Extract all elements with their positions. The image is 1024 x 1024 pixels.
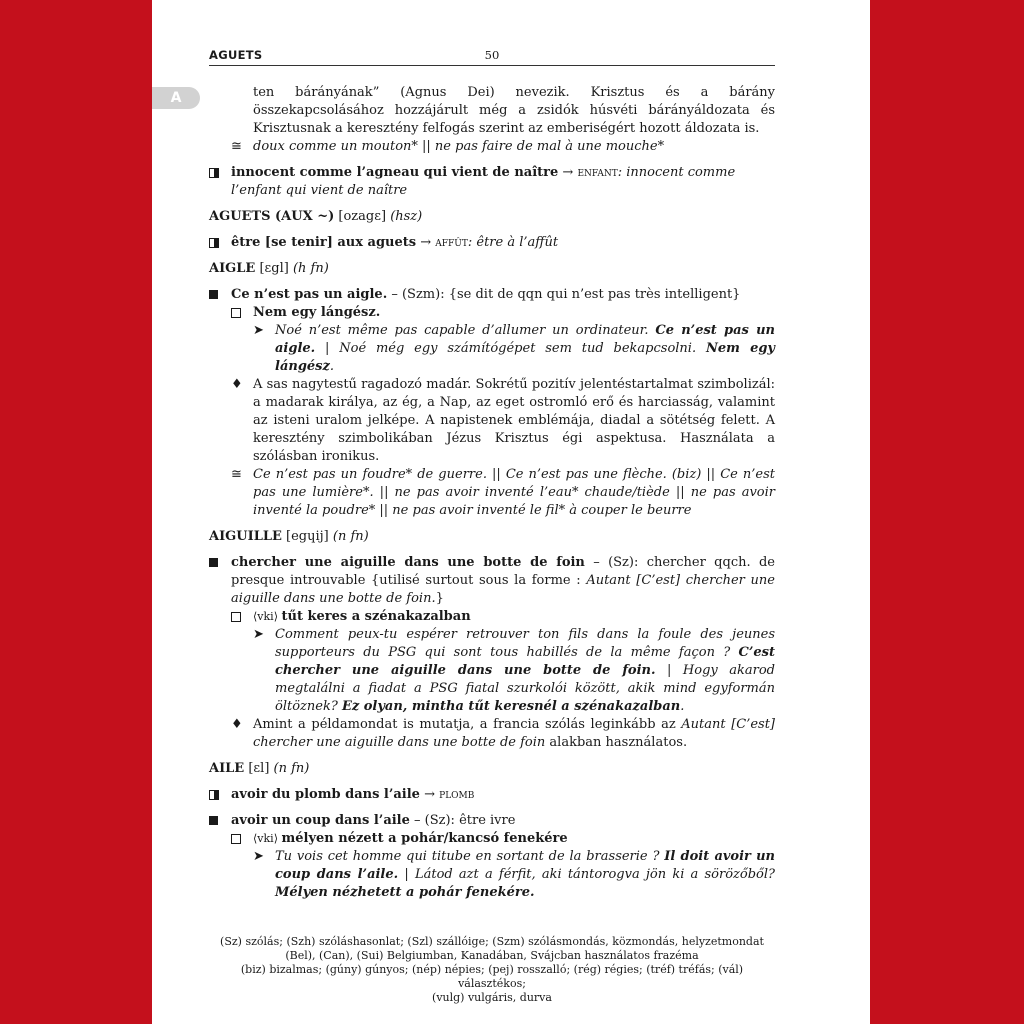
expression-phrase: avoir du plomb dans l’aile xyxy=(231,787,420,802)
example-highlight: Ce n’est pas un aigle. xyxy=(275,323,775,356)
legend-line: (Bel), (Can), (Sui) Belgiumban, Kanadában, Svájcban használatos frazéma xyxy=(285,949,699,962)
page-number: 50 xyxy=(484,48,500,62)
running-head: AGUETS xyxy=(209,48,263,62)
cultural-note xyxy=(209,716,775,752)
grammar-label: (n fn) xyxy=(332,529,369,544)
example-hungarian-highlight: Mélyen nézhetett a pohár fenekére. xyxy=(275,885,535,900)
note-text: Amint a példamondat is mutatja, a francia szólás leginkább az xyxy=(253,717,682,732)
hungarian-equivalent xyxy=(209,830,775,848)
synonyms xyxy=(209,466,775,520)
example-french: Comment peux-tu espérer retrouver ton fils dans la foule des jeunes supporteurs du PSG qui sont tous habillés de la même façon ? xyxy=(275,627,775,660)
example-sentence xyxy=(209,848,775,902)
headword-aiguille xyxy=(209,528,775,546)
abbreviation-legend xyxy=(209,935,775,1005)
example-sentence xyxy=(209,626,775,716)
note-end: alakban használatos. xyxy=(545,735,688,750)
expression-plomb xyxy=(209,786,775,804)
headword: AIGUILLE xyxy=(209,529,282,544)
headword: AGUETS (AUX ~) xyxy=(209,209,335,224)
example-separator: | xyxy=(655,663,683,678)
definition-form: Autant [C’est] chercher une aiguille dans une botte de foin. xyxy=(231,573,775,606)
synonym-text: Ce n’est pas un foudre* de guerre. || Ce n’est pas une flèche. (biz) || Ce n’est pas une lumière*. || ne pas avoir inventé l’eau* chaude/tiède || ne pas avoir inventé la poudre* || ne pas avoir inventé le fil* à couper le beurre xyxy=(253,467,775,518)
cross-reference: affût xyxy=(435,235,468,250)
approx-icon: ≅ xyxy=(231,139,242,154)
pronunciation: [egɥij] xyxy=(286,529,329,544)
expression-equivalent: : innocent comme l’enfant qui vient de naître xyxy=(231,165,736,198)
intro-note: ten bárányának” (Agnus Dei) nevezik. Krisztus és a bárány összekapcsolásához hozzájárult még a zsidók húsvéti bárányáldozata és Krisztusnak a keresztény felfogás szerint az emberiségért hozott áldozata is. xyxy=(253,85,775,136)
arrow-icon: → xyxy=(420,235,432,250)
note-form: Autant [C’est] chercher une aiguille dans une botte de foin xyxy=(253,717,776,750)
approx-icon: ≅ xyxy=(231,467,242,482)
expression-agneau xyxy=(209,164,775,200)
example-hungarian-highlight: Ez olyan, mintha tűt keresnél a szénakazalban xyxy=(341,699,681,714)
expression-definition: – (Sz): être ivre xyxy=(409,813,516,828)
pronunciation: [ɛgl] xyxy=(259,261,289,276)
hungarian-equivalent xyxy=(209,304,775,322)
example-hungarian: Látod azt a férfit, aki tántorogva jön ki a sörözőből? xyxy=(414,867,776,882)
expression-phrase: Ce n’est pas un aigle. xyxy=(231,287,388,302)
page-header xyxy=(209,47,775,66)
example-hungarian: Noé még egy számítógépet sem tud bekapcsolni. xyxy=(339,341,706,356)
note-text: A sas nagytestű ragadozó madár. Sokrétű pozitív jelentéstartalmat szimbolizál: a madarak királya, az ég, a Nap, az eget ostromló erő és harciasság, valamint az isteni uralom jelképe. A napistenek emblémája, diadal a sötétség felett. A keresztény szimbolikában Jézus Krisztus égi aspektusa. Használata a szólásban ironikus. xyxy=(253,377,775,464)
empty-square-icon xyxy=(231,308,241,318)
example-end: . xyxy=(329,359,335,374)
cross-reference: plomb xyxy=(439,787,475,802)
example-highlight: C’est chercher une aiguille dans une botte de foin. xyxy=(275,645,775,678)
diamond-icon: ♦ xyxy=(231,377,243,392)
example-sentence xyxy=(209,322,775,376)
half-square-icon xyxy=(209,168,219,178)
headword-aguets xyxy=(209,208,775,226)
legend-line: (biz) bizalmas; (gúny) gúnyos; (nép) népies; (pej) rosszalló; (rég) régies; (tréf) tréfás; (vál) választékos; xyxy=(240,963,744,990)
expression-phrase: être [se tenir] aux aguets xyxy=(231,235,417,250)
hungarian-phrase: mélyen nézett a pohár/kancsó fenekére xyxy=(281,831,568,846)
letter-tab: A xyxy=(152,87,200,109)
example-separator: | xyxy=(398,867,415,882)
empty-square-icon xyxy=(231,834,241,844)
example-hungarian-highlight: Nem egy lángész xyxy=(275,341,775,374)
hungarian-phrase: Nem egy lángész. xyxy=(253,305,381,320)
pronunciation: [ozagɛ] xyxy=(338,209,387,224)
arrow-icon: → xyxy=(424,787,435,802)
example-arrow-icon: ➤ xyxy=(253,323,264,338)
headword-aile xyxy=(209,760,775,778)
expression-aguets xyxy=(209,234,775,252)
expression-aiguille xyxy=(209,554,775,608)
headword-aigle xyxy=(209,260,775,278)
hungarian-phrase: tűt keres a szénakazalban xyxy=(281,609,471,624)
expression-aigle xyxy=(209,286,775,304)
filled-square-icon xyxy=(209,558,218,567)
headword: AIGLE xyxy=(209,261,256,276)
diamond-icon: ♦ xyxy=(231,717,243,732)
expression-definition: – (Szm): {se dit de qqn qui n’est pas très intelligent} xyxy=(387,287,741,302)
legend-line: (vulg) vulgáris, durva xyxy=(432,991,552,1004)
pronunciation: [ɛl] xyxy=(248,761,270,776)
legend-line: (Sz) szólás; (Szh) szóláshasonlat; (Szl) szállóige; (Szm) szólásmondás, közmondás, helyzetmondat xyxy=(220,935,764,948)
definition-end: } xyxy=(435,591,444,606)
hungarian-equivalent xyxy=(209,608,775,626)
example-french: Tu vois cet homme qui titube en sortant de la brasserie ? xyxy=(275,849,665,864)
arrow-icon: → xyxy=(562,165,574,180)
filled-square-icon xyxy=(209,290,218,299)
expression-phrase: chercher une aiguille dans une botte de foin xyxy=(231,555,585,570)
grammar-label: (hsz) xyxy=(390,209,423,224)
expression-coup xyxy=(209,812,775,830)
expression-definition: – (Sz): chercher qqch. de presque introuvable {utilisé surtout sous la forme : xyxy=(231,555,775,588)
cross-reference: enfant xyxy=(577,165,618,180)
example-highlight: Il doit avoir un coup dans l’aile. xyxy=(275,849,776,882)
hungarian-prefix: ⟨vki⟩ xyxy=(253,832,282,845)
grammar-label: (h fn) xyxy=(292,261,329,276)
grammar-label: (n fn) xyxy=(273,761,310,776)
hungarian-prefix: ⟨vki⟩ xyxy=(253,610,282,623)
example-separator: | xyxy=(315,341,340,356)
half-square-icon xyxy=(209,790,219,800)
intro-synonyms xyxy=(209,138,775,156)
expression-phrase: avoir un coup dans l’aile xyxy=(231,813,410,828)
empty-square-icon xyxy=(231,612,241,622)
cultural-note xyxy=(209,376,775,466)
filled-square-icon xyxy=(209,816,218,825)
half-square-icon xyxy=(209,238,219,248)
entries xyxy=(209,84,775,902)
example-arrow-icon: ➤ xyxy=(253,627,264,642)
synonym-text: doux comme un mouton* || ne pas faire de mal à une mouche* xyxy=(253,139,665,154)
expression-phrase: innocent comme l’agneau qui vient de naître xyxy=(231,165,559,180)
example-arrow-icon: ➤ xyxy=(253,849,264,864)
expression-equivalent: : être à l’affût xyxy=(467,235,559,250)
headword: AILE xyxy=(209,761,245,776)
example-hungarian: Hogy akarod megtalálni a fiadat a PSG fiatal szurkolói között, akik mind egyformán öltöznek? xyxy=(275,663,776,714)
example-french: Noé n’est même pas capable d’allumer un ordinateur. xyxy=(275,323,656,338)
dictionary-page xyxy=(152,0,870,1024)
example-end: . xyxy=(680,699,685,714)
